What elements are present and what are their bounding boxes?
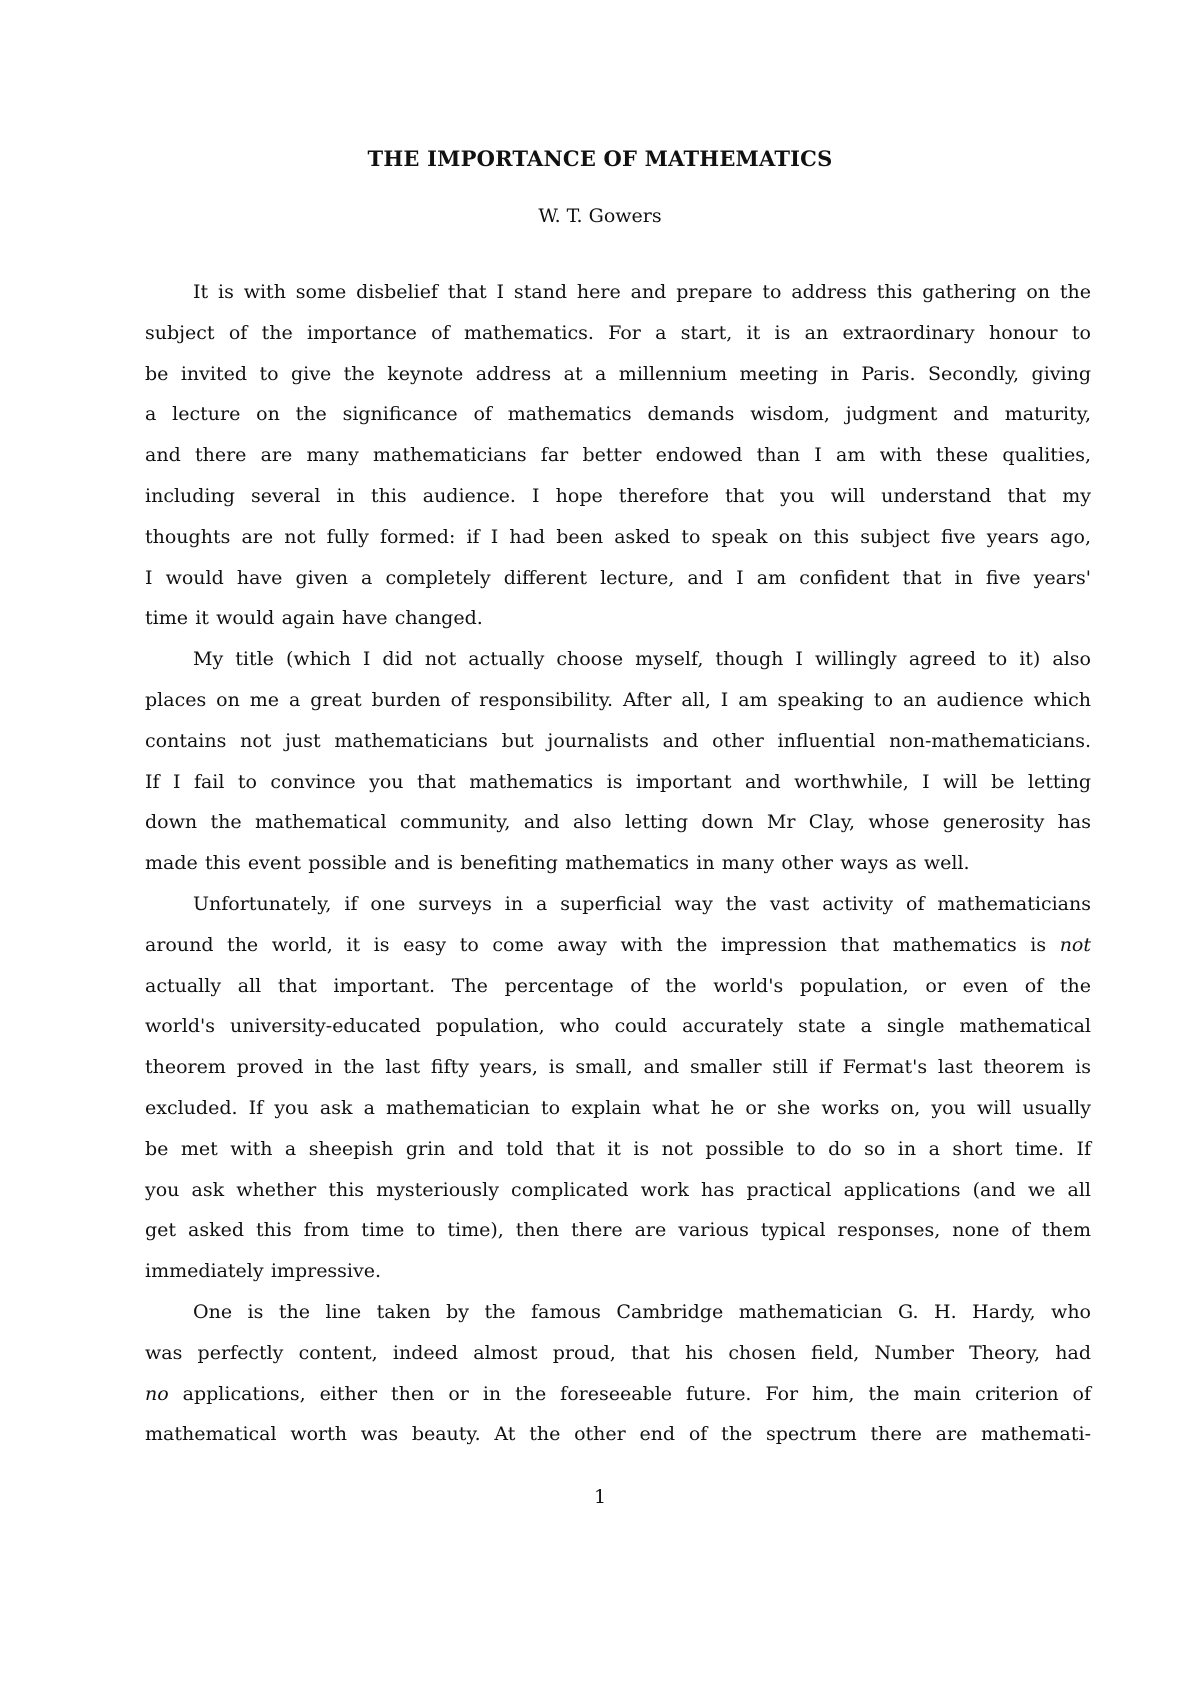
text-line: theorem proved in the last fifty years, is small, and smaller still if Fermat's last theorem is (145, 1056, 1091, 1079)
text-line: made this event possible and is benefiting mathematics in many other ways as well. (145, 852, 970, 875)
text-line: be met with a sheepish grin and told that it is not possible to do so in a short time. If (145, 1137, 1091, 1160)
text-line: My title (which I did not actually choose myself, though I willingly agreed to it) also (193, 648, 1091, 671)
text-line: thoughts are not fully formed: if I had been asked to speak on this subject five years ago, (145, 525, 1091, 548)
paragraph-4 (145, 1292, 1091, 1455)
text-line: Unfortunately, if one surveys in a superficial way the vast activity of mathematicians (193, 892, 1091, 915)
text-line: be invited to give the keynote address at a millennium meeting in Paris. Secondly, giving (145, 362, 1091, 385)
document-author: W. T. Gowers (538, 205, 662, 227)
text-fragment: around the world, it is easy to come away with the impression that mathematics is (145, 933, 1047, 956)
text-line: actually all that important. The percentage of the world's population, or even of the (145, 974, 1091, 997)
paragraph-3 (145, 884, 1091, 1292)
paragraph-2 (145, 639, 1091, 884)
text-fragment: applications, either then or in the foreseeable future. For him, the main criterion of (182, 1382, 1091, 1405)
text-line: If I fail to convince you that mathematics is important and worthwhile, I will be letting (145, 770, 1091, 793)
text-line: subject of the importance of mathematics. For a start, it is an extraordinary honour to (145, 321, 1091, 344)
text-line: One is the line taken by the famous Cambridge mathematician G. H. Hardy, who (193, 1300, 1091, 1323)
text-line: including several in this audience. I hope therefore that you will understand that my (145, 484, 1091, 507)
text-line: It is with some disbelief that I stand here and prepare to address this gathering on the (193, 281, 1091, 303)
text-line-with-emphasis (145, 1374, 1091, 1415)
text-line: world's university-educated population, who could accurately state a single mathematical (145, 1015, 1091, 1038)
text-line: down the mathematical community, and also letting down Mr Clay, whose generosity has (145, 811, 1091, 834)
text-line: you ask whether this mysteriously complicated work has practical applications (and we all (145, 1178, 1091, 1201)
text-line: mathematical worth was beauty. At the other end of the spectrum there are mathemati- (145, 1423, 1091, 1446)
page-number: 1 (593, 1486, 607, 1508)
text-line: I would have given a completely different lecture, and I am confident that in five years' (145, 566, 1091, 589)
text-line: a lecture on the significance of mathematics demands wisdom, judgment and maturity, (145, 403, 1091, 426)
text-line: excluded. If you ask a mathematician to explain what he or she works on, you will usually (145, 1096, 1091, 1119)
emphasis-text: not (1059, 933, 1091, 956)
text-line: places on me a great burden of responsibility. After all, I am speaking to an audience which (145, 688, 1091, 711)
text-line-with-emphasis (145, 925, 1091, 966)
text-line: get asked this from time to time), then there are various typical responses, none of them (145, 1219, 1091, 1242)
document-title: THE IMPORTANCE OF MATHEMATICS (367, 146, 833, 171)
emphasis-text: no (145, 1382, 169, 1405)
paragraph-1 (145, 272, 1091, 639)
text-line: was perfectly content, indeed almost proud, that his chosen field, Number Theory, had (145, 1341, 1091, 1364)
text-line: immediately impressive. (145, 1260, 382, 1283)
text-line: and there are many mathematicians far better endowed than I am with these qualities, (145, 444, 1091, 467)
document-body (145, 272, 1091, 1455)
text-line: contains not just mathematicians but journalists and other influential non-mathematicians. (145, 729, 1091, 752)
text-line: time it would again have changed. (145, 607, 483, 630)
